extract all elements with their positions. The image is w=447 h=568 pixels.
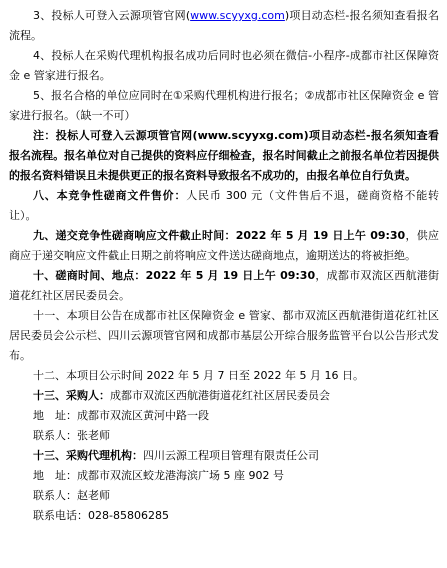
- section-12: 十二、本项目公示时间 2022 年 5 月 7 日至 2022 年 5 月 16 日。: [33, 369, 364, 382]
- agency-contact-line: [9, 486, 439, 506]
- agency-line: [9, 446, 439, 466]
- item-3: [9, 6, 439, 46]
- section-9: [9, 226, 439, 266]
- section-9-label: 九、递交竞争性磋商响应文件截止时间：: [33, 229, 236, 242]
- section-11: 十一、本项目公告在成都市社区保障资金 e 管家、都市双流区西航港街道花红社区居民委员会公示栏、四川云源项管官网和成都市基层公开综合服务监管平台以公告形式发布。: [9, 309, 439, 362]
- item-4: 4、投标人在采购代理机构报名成功后同时也必须在微信-小程序-成都市社区保障资金 e 管家进行报名。: [9, 49, 439, 82]
- purchaser-address-line: [9, 406, 439, 426]
- agency-address: 成都市双流区蛟龙港海滨广场 5 座 902 号: [77, 469, 284, 482]
- section-9-time: 2022 年 5 月 19 日上午 09:30: [235, 229, 406, 242]
- purchaser-line: [9, 386, 439, 406]
- agency-phone-line: [9, 506, 439, 526]
- purchaser-contact: 张老师: [77, 429, 110, 442]
- purchaser-label: 十三、采购人：: [33, 389, 110, 402]
- section-8-text: 人民币 300 元（文件售后不退，磋商资格不能转让）。: [9, 189, 439, 222]
- agency-contact: 赵老师: [77, 489, 110, 502]
- agency-address-label: 地 址：: [33, 469, 77, 482]
- item-3-suffix: )项目动态栏-报名须知查看报名流程。: [9, 9, 439, 42]
- section-9-text: ，供应商应于递交响应文件截止日期之前将响应文件送达磋商地点，逾期送达的将被拒绝。: [9, 229, 440, 262]
- item-5: 5、报名合格的单位应同时在①采购代理机构进行报名；②成都市社区保障资金 e 管家进行报名。（缺一不可）: [9, 89, 439, 122]
- section-10: [9, 266, 439, 306]
- purchaser-contact-line: [9, 426, 439, 446]
- agency-value: 四川云源工程项目管理有限责任公司: [143, 449, 319, 462]
- section-8-label: 八、本竞争性磋商文件售价：: [33, 189, 187, 202]
- agency-phone: 028-85806285: [88, 509, 169, 522]
- purchaser-contact-label: 联系人：: [33, 429, 77, 442]
- purchaser-address: 成都市双流区黄河中路一段: [77, 409, 209, 422]
- section-8: [9, 186, 439, 226]
- website-link[interactable]: www.scyyxg.com: [190, 9, 285, 22]
- section-10-label: 十、磋商时间、地点：: [33, 269, 146, 282]
- section-10-time: 2022 年 5 月 19 日上午 09:30: [145, 269, 316, 282]
- item-3-prefix: 3、投标人可登入云源项管官网(: [33, 9, 191, 22]
- note-paragraph: 注：投标人可登入云源项管官网(www.scyyxg.com)项目动态栏-报名须知查看报名流程。报名单位对自己提供的资料应仔细检查，报名时间截止之前报名单位若因提供的报名资料错误且未提供更正的报名资料导致报名不成功的，由报名单位自行负责。: [9, 129, 439, 182]
- agency-address-line: [9, 466, 439, 486]
- agency-label: 十三、采购代理机构：: [33, 449, 143, 462]
- agency-phone-label: 联系电话：: [33, 509, 88, 522]
- purchaser-value: 成都市双流区西航港街道花红社区居民委员会: [110, 389, 330, 402]
- agency-contact-label: 联系人：: [33, 489, 77, 502]
- purchaser-address-label: 地 址：: [33, 409, 77, 422]
- section-10-text: ，成都市双流区西航港街道花红社区居民委员会。: [9, 269, 440, 302]
